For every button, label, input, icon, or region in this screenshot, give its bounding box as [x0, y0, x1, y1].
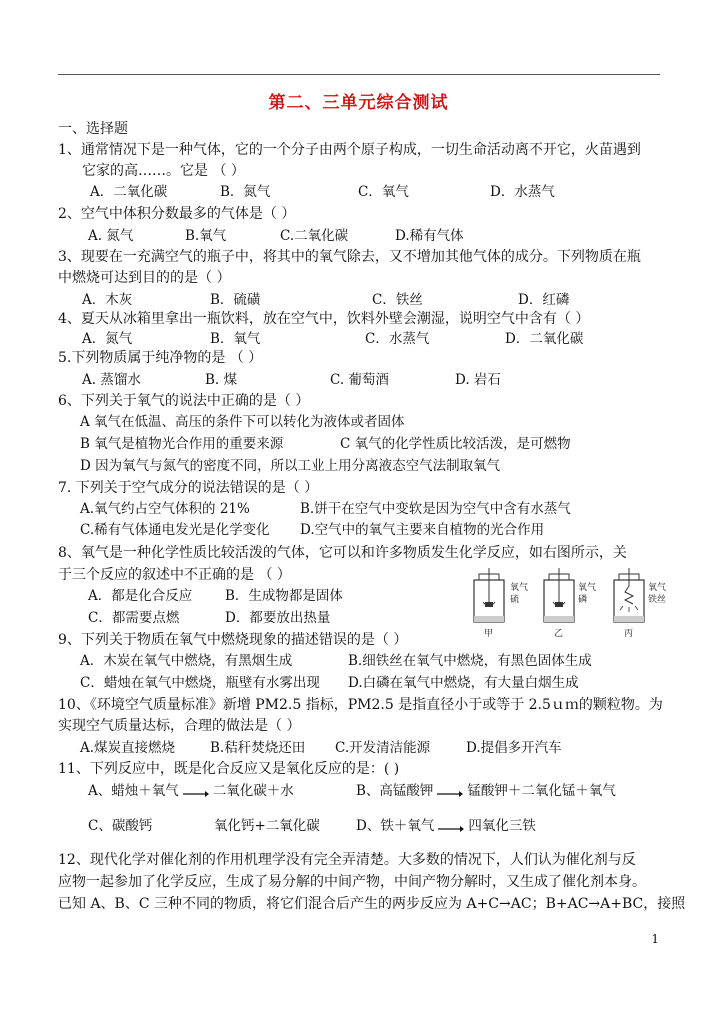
q1-option-d: D．水蒸气 — [490, 184, 555, 200]
q12-line2: 应物一起参加了化学反应，生成了易分解的中间产物，中间产物分解时，又生成了催化剂本身。 — [58, 874, 646, 890]
jar-1 — [474, 568, 504, 622]
q10-option-c: C.开发清洁能源 — [335, 740, 431, 756]
reaction-arrow-icon — [183, 787, 209, 797]
q11-a-reactants: A、蜡烛＋氧气 — [88, 783, 179, 799]
q11-option-c — [88, 817, 152, 835]
q10-line1: 10、《环境空气质量标准》新增 PM2.5 指标，PM2.5 是指直径小于或等于 2.5ｕｍ的颗粒物。为 — [58, 697, 663, 713]
jar-3-label-oxygen: 氧气 — [648, 583, 667, 593]
q5-option-d: D. 岩石 — [455, 372, 501, 388]
jar-2-label-oxygen: 氧气 — [578, 583, 597, 593]
q5-option-c: C. 葡萄酒 — [330, 372, 389, 388]
jar-1-label-substance: 硫 — [510, 595, 520, 605]
section-heading: 一、选择题 — [58, 121, 128, 137]
q1-option-a: A．二氧化碳 — [90, 184, 168, 200]
q9-option-c: C．蜡烛在氧气中燃烧，瓶壁有水雾出现 — [80, 675, 320, 691]
q10-option-d: D.提倡多开汽车 — [466, 740, 562, 756]
q5-stem: 5.下列物质属于纯净物的是 （ ） — [58, 350, 263, 366]
jar-2-label-substance: 磷 — [578, 595, 588, 605]
q9-option-a: A．木炭在氧气中燃烧，有黑烟生成 — [80, 653, 293, 669]
q11-d-products: 四氧化三铁 — [468, 818, 536, 834]
q6-option-d: D 因为氧气与氮气的密度不同，所以工业上用分离液态空气法制取氧气 — [80, 458, 501, 474]
q11-a-products: 二氧化碳＋水 — [212, 783, 294, 799]
q9-option-d: D.白磷在氧气中燃烧，有大量白烟生成 — [348, 675, 579, 691]
reaction-arrow-icon — [437, 787, 463, 797]
q3-option-a: A．木灰 — [82, 292, 133, 308]
q7-option-c: C.稀有气体通电发光是化学变化 — [80, 522, 270, 538]
q3-line2: 中燃烧可达到目的的是（ ） — [58, 270, 231, 286]
q10-line2: 实现空气质量达标，合理的做法是（ ） — [58, 718, 301, 734]
q11-option-d — [356, 817, 536, 835]
q6-stem: 6、下列关于氧气的说法中正确的是（ ） — [58, 393, 310, 409]
q1-line1: 1、通常情况下是一种气体，它的一个分子由两个原子构成，一切生命活动离不开它，火苗遇到 — [58, 142, 641, 158]
q2-stem: 2、空气中体积分数最多的气体是（ ） — [58, 206, 296, 222]
q3-option-d: D．红磷 — [518, 292, 570, 308]
header-rule — [58, 74, 660, 75]
jar-3-label-substance: 铁丝 — [648, 595, 667, 605]
q4-option-d: D．二氧化碳 — [505, 331, 584, 347]
q8-figure — [468, 566, 668, 640]
q10-option-b: B.秸秆焚烧还田 — [210, 740, 306, 756]
q6-option-b: B 氧气是植物光合作用的重要来源 — [80, 436, 284, 452]
jar-2-name: 乙 — [554, 629, 564, 639]
reaction-arrow-icon — [438, 822, 464, 832]
q8-option-b: B．生成物都是固体 — [225, 588, 343, 604]
q7-option-b: B.饼干在空气中变软是因为空气中含有水蒸气 — [300, 501, 571, 517]
q6-option-a: A 氧气在低温、高压的条件下可以转化为液体或者固体 — [80, 414, 405, 430]
q7-option-d: D.空气中的氧气主要来自植物的光合作用 — [300, 522, 545, 538]
q11-option-b — [356, 782, 616, 800]
q5-option-a: A. 蒸馏水 — [82, 372, 141, 388]
q11-b-reactants: B、高锰酸钾 — [356, 783, 434, 799]
page-title: 第二、三单元综合测试 — [268, 93, 449, 113]
q4-option-c: C．水蒸气 — [365, 331, 430, 347]
q9-option-b: B.细铁丝在氧气中燃烧，有黑色固体生成 — [348, 653, 592, 669]
q4-option-a: A．氮气 — [82, 331, 133, 347]
q12-line1: 12、现代化学对催化剂的作用机理学没有完全弄清楚。大多数的情况下，人们认为催化剂与反 — [58, 852, 636, 868]
q11-d-reactants: D、铁＋氧气 — [356, 818, 435, 834]
q3-line1: 3、现要在一充满空气的瓶子中，将其中的氧气除去，又不增加其他气体的成分。下列物质在瓶 — [58, 249, 641, 265]
q11-stem: 11、下列反应中，既是化合反应又是氧化反应的是：( ) — [58, 761, 400, 777]
q8-option-a: A．都是化合反应 — [88, 588, 193, 604]
jar-3-name: 丙 — [624, 629, 634, 639]
q8-option-c: C．都需要点燃 — [88, 610, 180, 626]
q2-option-d: D.稀有气体 — [395, 228, 464, 244]
q3-option-c: C．铁丝 — [372, 292, 423, 308]
q12-line3: 已知 A、B、C 三种不同的物质，将它们混合后产生的两步反应为 A+C→AC；B+AC→A+BC，接照 — [58, 896, 686, 912]
jar-3 — [614, 568, 644, 622]
q8-line1: 8、氧气是一种化学性质比较活泼的气体，它可以和许多物质发生化学反应，如右图所示，关 — [58, 545, 627, 561]
jar-1-label-oxygen: 氧气 — [510, 583, 529, 593]
page-number: 1 — [651, 932, 659, 946]
jar-2 — [544, 568, 574, 622]
jar-1-name: 甲 — [484, 629, 494, 639]
q4-stem: 4、夏天从冰箱里拿出一瓶饮料，放在空气中，饮料外壁会潮湿，说明空气中含有（ ） — [58, 311, 590, 327]
q11-c-reactants: C、碳酸钙 — [88, 818, 153, 834]
q8-line2: 于三个反应的叙述中不正确的是 （ ） — [58, 567, 291, 583]
q2-option-a: A. 氮气 — [88, 228, 134, 244]
q5-option-b: B. 煤 — [205, 372, 238, 388]
q2-option-b: B.氧气 — [185, 228, 227, 244]
q11-b-products: 锰酸钾＋二氧化锰＋氧气 — [467, 783, 616, 799]
q9-stem: 9、下列关于物质在氧气中燃烧现象的描述错误的是（ ） — [58, 632, 408, 648]
q7-stem: 7. 下列关于空气成分的说法错误的是（ ） — [58, 480, 319, 496]
q11-option-a — [88, 782, 294, 800]
q1-option-c: C．氧气 — [358, 184, 409, 200]
q6-option-c: C 氧气的化学性质比较活泼，是可燃物 — [340, 436, 571, 452]
q8-option-d: D．都要放出热量 — [225, 610, 331, 626]
q2-option-c: C.二氧化碳 — [280, 228, 349, 244]
q10-option-a: A.煤炭直接燃烧 — [80, 740, 176, 756]
q4-option-b: B．氧气 — [210, 331, 261, 347]
q3-option-b: B．硫磺 — [210, 292, 261, 308]
q7-option-a: A.氧气约占空气体积的 21% — [80, 501, 250, 517]
q1-line2: 它家的高……。它是 （ ） — [82, 163, 245, 179]
q11-c-products: 氧化钙+二氧化碳 — [214, 818, 320, 834]
q1-option-b: B．氮气 — [220, 184, 271, 200]
